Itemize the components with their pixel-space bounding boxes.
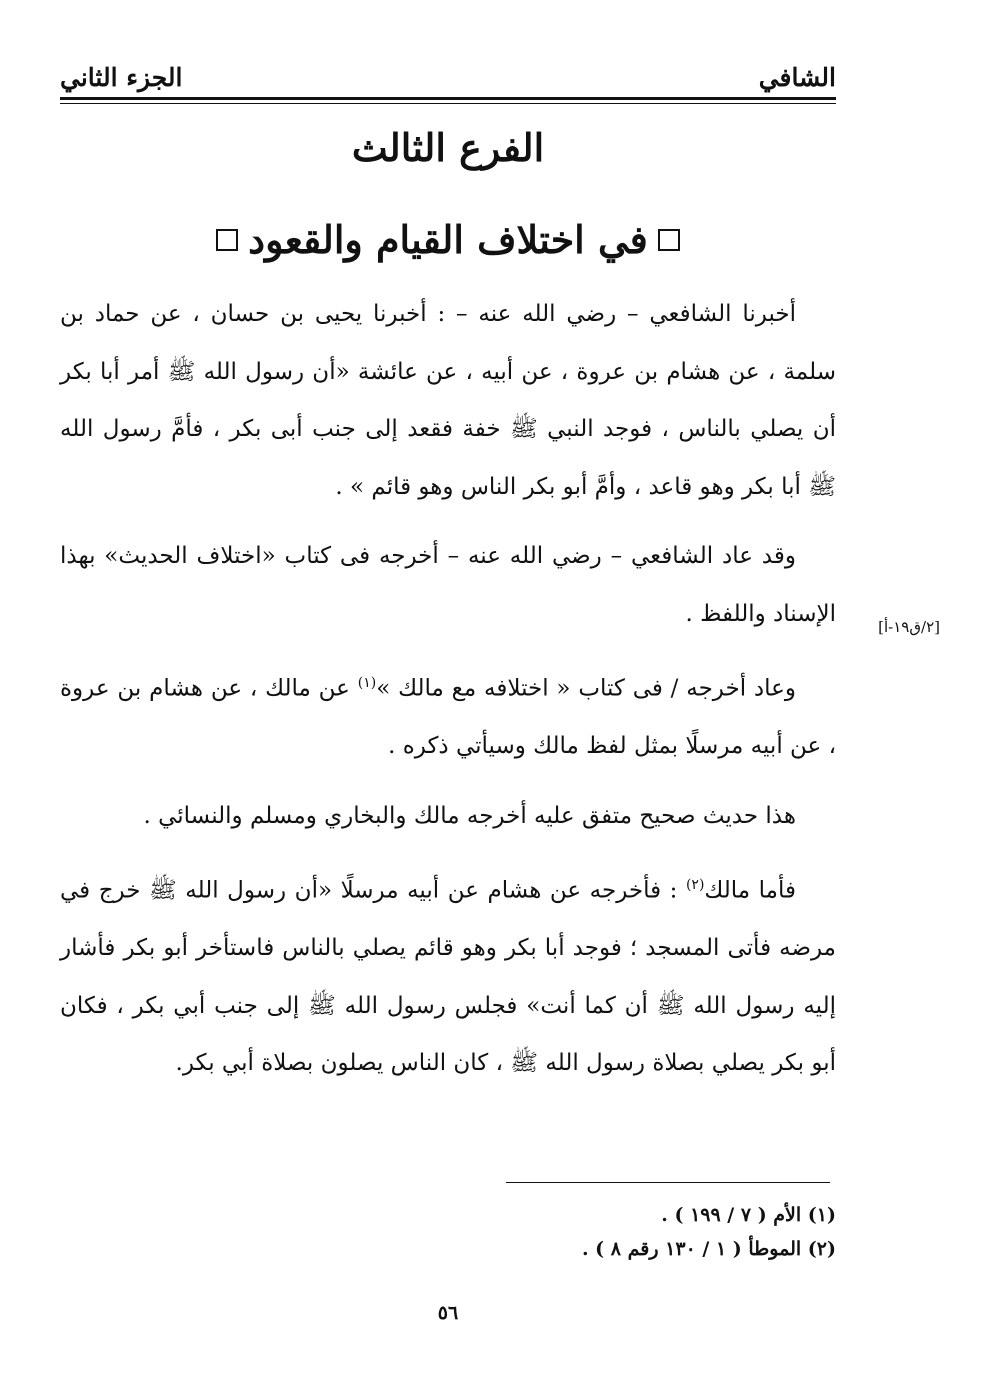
section-title — [60, 210, 836, 270]
paragraph-text: وعاد أخرجه / فى كتاب « اختلافه مع مالك » — [376, 675, 796, 702]
square-ornament-icon — [216, 229, 238, 251]
header-rule-thin — [60, 103, 836, 104]
footnote-separator — [506, 1182, 830, 1183]
body-text — [60, 286, 836, 1105]
manuscript-folio-note: [٢/ق١٩-أ] — [878, 618, 940, 636]
paragraph: هذا حديث صحيح متفق عليه أخرجه مالك والبخاري ومسلم والنسائي . — [143, 802, 796, 829]
volume-title: الجزء الثاني — [60, 63, 183, 92]
square-ornament-icon — [658, 229, 680, 251]
footnotes — [60, 1198, 836, 1266]
section-title-text: في اختلاف القيام والقعود — [248, 217, 648, 262]
footnote-ref[interactable]: (٢) — [685, 877, 705, 894]
footnote: (٢) الموطأ ( ١ / ١٣٠ رقم ٨ ) . — [581, 1238, 836, 1260]
paragraph — [60, 655, 836, 776]
paragraph: وقد عاد الشافعي – رضي الله عنه – أخرجه فى كتاب «اختلاف الحديث» بهذا الإسناد واللفظ . — [60, 543, 836, 627]
paragraph — [60, 857, 836, 1093]
paragraph-text: عن مالك ، عن هشام بن عروة ، عن أبيه مرسلًا بمثل لفظ مالك وسيأتي ذكره . — [60, 675, 836, 760]
header-rule — [60, 97, 836, 100]
footnote-ref[interactable]: (١) — [357, 675, 377, 691]
chapter-title: الفرع الثالث — [351, 125, 545, 170]
paragraph-text: : فأخرجه عن هشام عن أبيه مرسلًا «أن رسول الله ﷺ خرج في مرضه فأتى المسجد ؛ فوجد أبا بكر وهو قائم يصلي بالناس فاستأخر أبو بكر فأشار إليه رسول الله ﷺ أن كما أنت» فجلس رسول الله ﷺ إلى جنب أبي بكر ، فكان أبو بكر يصلي بصلاة رسول الله ﷺ ، كان الناس يصلون بصلاة أبي بكر. — [60, 877, 836, 1077]
page-number: ٥٦ — [437, 1302, 459, 1324]
footnote: (١) الأم ( ٧ / ١٩٩ ) . — [661, 1204, 836, 1226]
paragraph: أخبرنا الشافعي – رضي الله عنه – : أخبرنا يحيى بن حسان ، عن حماد بن سلمة ، عن هشام بن عروة ، عن أبيه ، عن عائشة «أن رسول الله ﷺ أمر أبا بكر أن يصلي بالناس ، فوجد النبي ﷺ خفة فقعد إلى جنب أبى بكر ، فأمَّ رسول الله ﷺ أبا بكر وهو قاعد ، وأمَّ أبو بكر الناس وهو قائم » . — [60, 301, 836, 500]
book-title: الشافي — [758, 63, 836, 92]
paragraph-text: فأما مالك — [704, 877, 796, 904]
running-header — [60, 52, 836, 92]
